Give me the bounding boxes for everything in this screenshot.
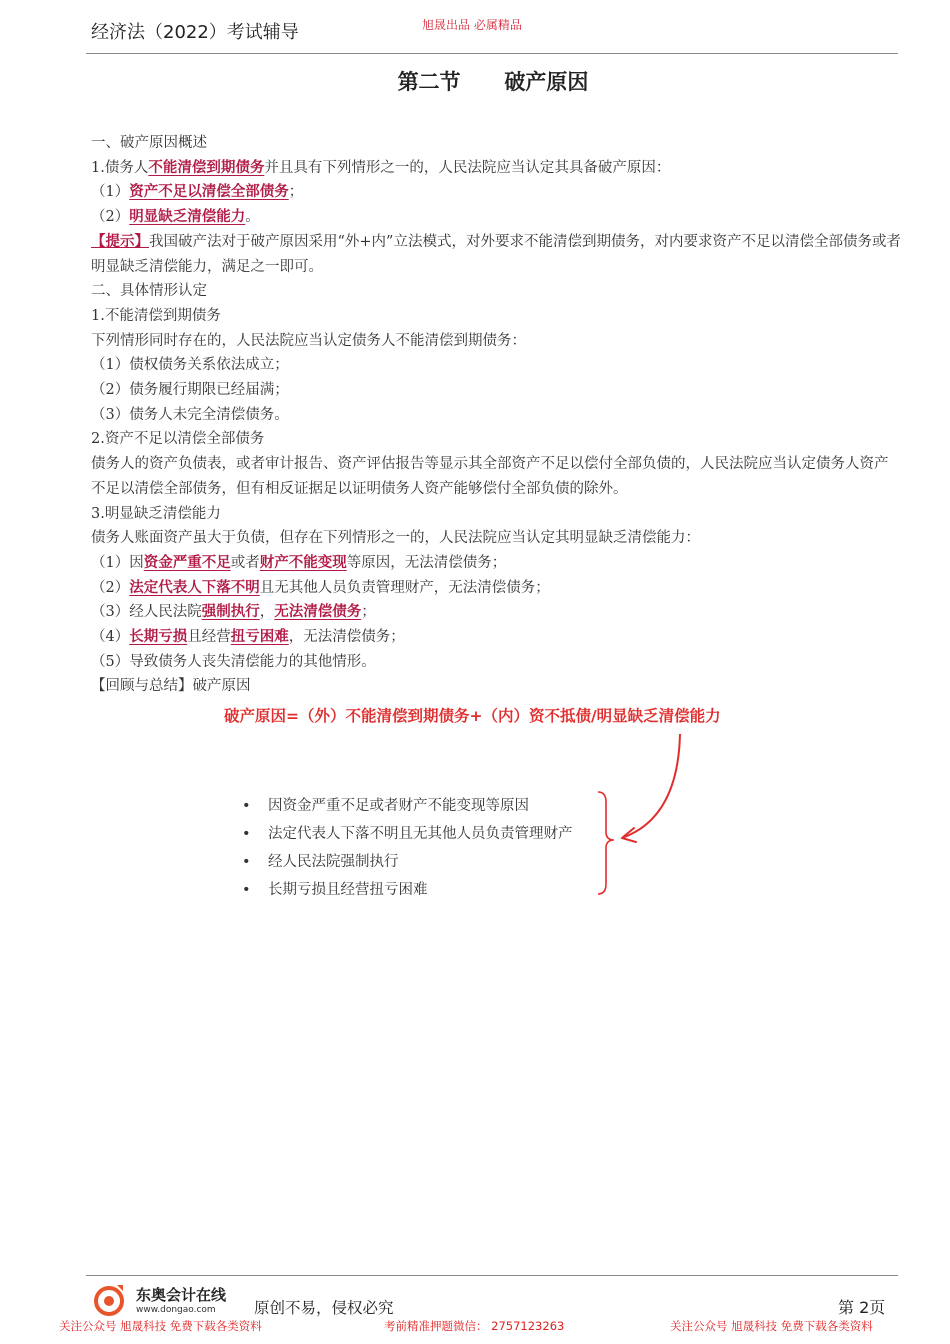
text: ； [361, 604, 376, 621]
logo-url: www.dongao.com [136, 1305, 216, 1315]
list-item: （5）导致债务人丧失清偿能力的其他情形。 [91, 653, 376, 670]
list-item: （1）债权债务关系依法成立； [91, 357, 289, 374]
heading-specific: 二、具体情形认定 [91, 283, 207, 300]
list-item: （2）债务履行期限已经届满； [91, 382, 289, 399]
list-item [91, 205, 901, 230]
highlight-term: 财产不能变现 [259, 553, 347, 571]
list-item [91, 180, 901, 205]
document-header-title: 经济法（2022）考试辅导 [91, 22, 299, 43]
highlight-term: 明显缺乏清偿能力 [129, 208, 246, 226]
text: （1）因 [91, 554, 144, 571]
diagram-heading: 破产原因=（外）不能清偿到期债务+（内）资不抵债/明显缺乏清偿能力 [224, 707, 721, 725]
dongao-logo-icon [93, 1283, 127, 1317]
text: 且经营 [187, 629, 231, 646]
highlight-term: 法定代表人下落不明 [129, 578, 260, 596]
list-item [91, 600, 901, 625]
text: 或者 [230, 554, 260, 571]
highlight-term: 不能清偿到期债务 [148, 158, 265, 176]
paragraph: 债务人的资产负债表，或者审计报告、资产评估报告等显示其全部资产不足以偿付全部负债的，人民法院应当认定债务人资产不足以清偿全部债务，但有相反证据足以证明债务人资产能够偿付全部负债的除外。 [91, 456, 889, 497]
highlight-term: 资金严重不足 [143, 553, 231, 571]
text: 并且具有下列情形之一的，人民法院应当认定其具备破产原因： [264, 159, 671, 176]
diagram-bullet: • 因资金严重不足或者财产不能变现等原因 [242, 792, 573, 820]
highlight-term: 强制执行 [201, 603, 260, 621]
tip-paragraph [91, 230, 901, 279]
promo-text-right: 关注公众号 旭晟科技 免费下载各类资料 [670, 1319, 873, 1333]
text: ； [288, 184, 304, 201]
summary-diagram [220, 700, 780, 900]
text: （2） [91, 209, 130, 226]
page-number: 第 2页 [838, 1298, 886, 1317]
logo-name: 东奥会计在线 [136, 1286, 227, 1304]
text: （2） [91, 579, 130, 596]
footer-divider [86, 1275, 898, 1276]
curved-arrow-icon [622, 734, 680, 838]
paragraph: 下列情形同时存在的，人民法院应当认定债务人不能清偿到期债务： [91, 332, 526, 349]
list-item [91, 576, 901, 601]
header-brand-slogan: 旭晟出品 必属精品 [422, 18, 522, 32]
text: 等原因，无法清偿债务； [346, 554, 507, 571]
body-text [91, 131, 901, 699]
footer-motto: 原创不易，侵权必究 [254, 1299, 394, 1317]
diagram-bullet: • 长期亏损且经营扭亏困难 [242, 876, 573, 904]
tip-label: 【提示】 [91, 232, 149, 250]
subheading-1: 1.不能清偿到期债务 [91, 307, 221, 324]
text: 。 [245, 209, 260, 226]
text: ，无法清偿债务； [288, 629, 405, 646]
list-item [91, 625, 901, 650]
text: 1.债务人 [91, 159, 149, 176]
promo-text-center: 考前精准押题微信： 2757123263 [384, 1319, 565, 1333]
diagram-connectors [220, 700, 780, 900]
text: 我国破产法对于破产原因采用“外+内”立法模式，对外要求不能清偿到期债务，对内要求资产不足以清偿全部债务或者明显缺乏清偿能力，满足之一即可。 [91, 233, 901, 275]
text: （1） [91, 184, 130, 201]
promo-text-left: 关注公众号 旭晟科技 免费下载各类资料 [59, 1319, 262, 1333]
highlight-term: 长期亏损 [129, 628, 188, 646]
summary-heading: 【回顾与总结】破产原因 [91, 678, 251, 695]
text: （4） [91, 629, 130, 646]
highlight-term: 无法清偿债务 [274, 603, 362, 621]
subheading-3: 3.明显缺乏清偿能力 [91, 505, 221, 522]
paragraph-1 [91, 156, 901, 181]
paragraph: 债务人账面资产虽大于负债，但存在下列情形之一的，人民法院应当认定其明显缺乏清偿能力： [91, 530, 700, 547]
subheading-2: 2.资产不足以清偿全部债务 [91, 431, 265, 448]
diagram-bullet: • 经人民法院强制执行 [242, 848, 573, 876]
highlight-term: 扭亏困难 [230, 628, 289, 646]
section-title: 第二节 破产原因 [397, 69, 589, 94]
brace-icon [598, 792, 614, 894]
list-item: （3）债务人未完全清偿债务。 [91, 406, 289, 423]
header-divider [86, 53, 898, 54]
text: ， [259, 604, 275, 621]
heading-overview: 一、破产原因概述 [91, 135, 207, 151]
text: 且无其他人员负责管理财产，无法清偿债务； [259, 579, 550, 596]
list-item [91, 551, 901, 576]
highlight-term: 资产不足以清偿全部债务 [129, 183, 289, 201]
diagram-bullet: • 法定代表人下落不明且无其他人员负责管理财产 [242, 820, 573, 848]
text: （3）经人民法院 [91, 604, 202, 621]
